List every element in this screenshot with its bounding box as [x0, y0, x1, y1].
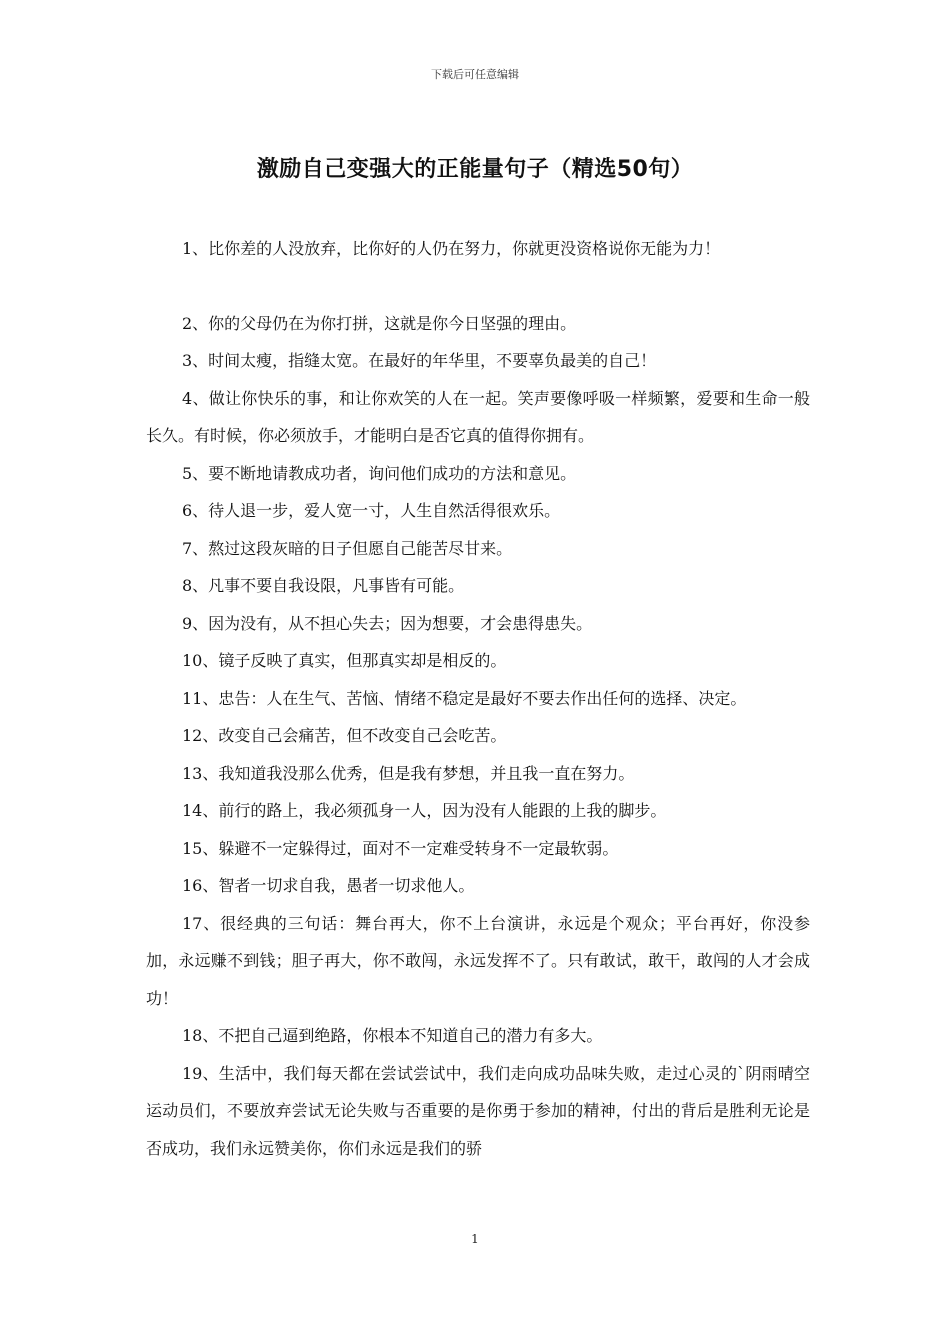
paragraph-1: 1、比你差的人没放弃，比你好的人仍在努力，你就更没资格说你无能为力！	[182, 239, 721, 258]
paragraph-14: 14、前行的路上，我必须孤身一人，因为没有人能跟的上我的脚步。	[182, 801, 667, 820]
paragraph-15: 15、躲避不一定躲得过，面对不一定难受转身不一定最软弱。	[182, 838, 619, 858]
paragraph-6: 6、待人退一步，爱人宽一寸，人生自然活得很欢乐。	[182, 501, 561, 520]
paragraph-18: 18、不把自己逼到绝路，你根本不知道自己的潜力有多大。	[182, 1026, 603, 1045]
paragraph-8: 8、凡事不要自我设限，凡事皆有可能。	[182, 576, 465, 595]
paragraph-7: 7、熬过这段灰暗的日子但愿自己能苦尽甘来。	[182, 538, 513, 558]
paragraph-4: 4、做让你快乐的事，和让你欢笑的人在一起。笑声要像呼吸一样频繁，爱要和生命一般长久。有时候，你必须放手，才能明白是否它真的值得你拥有。	[146, 388, 810, 445]
document-title: 激励自己变强大的正能量句子（精选50句）	[256, 157, 694, 182]
page-number: 1	[471, 1232, 479, 1246]
paragraph-16: 16、智者一切求自我，愚者一切求他人。	[182, 876, 475, 895]
page-header: 下载后可任意编辑	[431, 68, 519, 81]
paragraph-3: 3、时间太瘦，指缝太宽。在最好的年华里，不要辜负最美的自己！	[182, 351, 657, 370]
document-body	[146, 230, 810, 1167]
paragraph-12: 12、改变自己会痛苦，但不改变自己会吃苦。	[182, 726, 507, 745]
paragraph-5: 5、要不断地请教成功者，询问他们成功的方法和意见。	[182, 463, 577, 483]
paragraph-13: 13、我知道我没那么优秀，但是我有梦想，并且我一直在努力。	[182, 763, 635, 783]
paragraph-17: 17、很经典的三句话：舞台再大，你不上台演讲，永远是个观众；平台再好，你没参加，永远赚不到钱；胆子再大，你不敢闯，永远发挥不了。只有敢试，敢干，敢闯的人才会成功！	[146, 913, 810, 1008]
paragraph-2: 2、你的父母仍在为你打拼，这就是你今日坚强的理由。	[182, 313, 577, 333]
paragraph-11: 11、忠告：人在生气、苦恼、情绪不稳定是最好不要去作出任何的选择、决定。	[182, 688, 747, 708]
paragraph-10: 10、镜子反映了真实，但那真实却是相反的。	[182, 651, 507, 670]
paragraph-19: 19、生活中，我们每天都在尝试尝试中，我们走向成功品味失败，走过心灵的`阴雨晴空运动员们，不要放弃尝试无论失败与否重要的是你勇于参加的精神，付出的背后是胜利无论是否成功，我们永远赞美你，你们永远是我们的骄	[146, 1063, 810, 1158]
paragraph-9: 9、因为没有，从不担心失去；因为想要，才会患得患失。	[182, 613, 593, 633]
